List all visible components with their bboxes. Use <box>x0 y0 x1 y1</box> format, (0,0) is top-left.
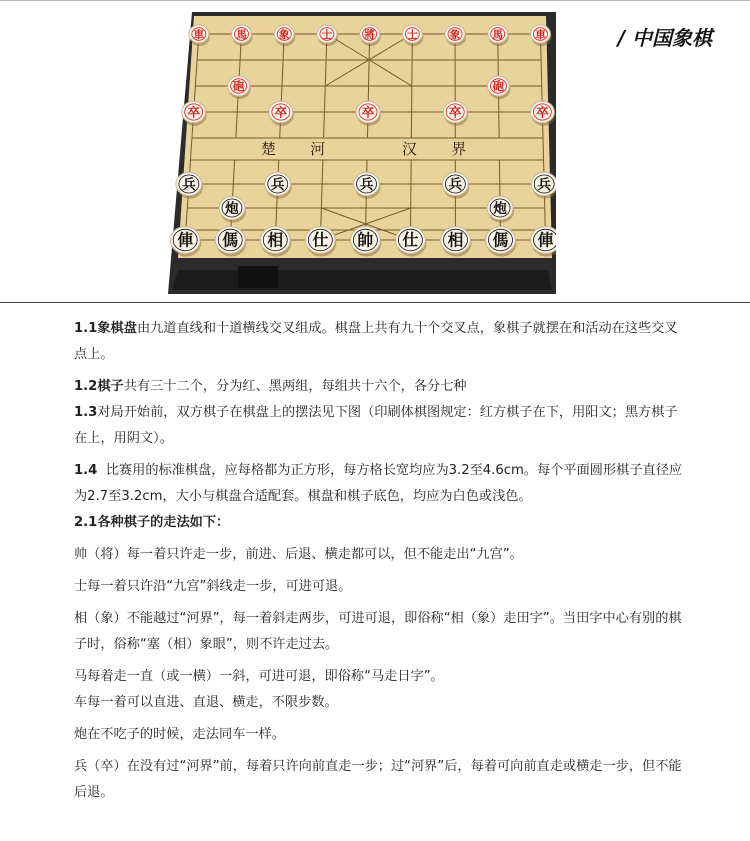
rule-1-1: 1.1象棋盘由九道直线和十道横线交叉组成。棋盘上共有九十个交叉点，象棋子就摆在和活动在这些交叉点上。 <box>74 321 678 362</box>
svg-text:象: 象 <box>278 28 290 41</box>
svg-text:象: 象 <box>449 28 461 41</box>
rule-1-2: 1.2棋子共有三十二个，分为红、黑两组，每组共十六个，各分七种 <box>74 379 467 394</box>
svg-text:兵: 兵 <box>537 176 551 193</box>
svg-text:卒: 卒 <box>361 104 375 120</box>
svg-text:卒: 卒 <box>448 104 462 120</box>
rule-cannon: 炮在不吃子的时候，走法同车一样。 <box>74 727 285 742</box>
svg-text:炮: 炮 <box>493 200 507 217</box>
svg-text:兵: 兵 <box>448 176 463 193</box>
svg-text:馬: 馬 <box>492 28 503 41</box>
page-title: / 中国象棋 <box>617 26 712 50</box>
svg-text:士: 士 <box>321 28 333 41</box>
svg-text:卒: 卒 <box>187 104 200 120</box>
svg-text:車: 車 <box>535 28 546 41</box>
river-char: 河 <box>310 140 326 158</box>
svg-text:兵: 兵 <box>182 176 196 193</box>
river-char: 汉 <box>401 140 417 158</box>
svg-text:車: 車 <box>193 28 205 41</box>
svg-text:傌: 傌 <box>492 230 509 250</box>
board-box-front <box>172 270 552 290</box>
rule-horse: 马每着走一直（或一横）一斜，可进可退，即俗称“马走日字”。 <box>74 669 444 684</box>
top-divider <box>0 0 750 1</box>
rule-pawn: 兵（卒）在没有过“河界”前，每着只许向前直走一步；过“河界”后，每着可向前直走或横走一步，但不能后退。 <box>74 759 682 800</box>
svg-text:砲: 砲 <box>232 79 245 94</box>
rule-1-3: 1.3对局开始前，双方棋子在棋盘上的摆法见下图（印刷体棋图规定：红方棋子在下，用阳文；黑方棋子在上，用阴文）。 <box>74 405 678 446</box>
rule-2-1-title: 2.1各种棋子的走法如下： <box>74 515 230 530</box>
svg-text:馬: 馬 <box>236 28 247 41</box>
rule-elephant: 相（象）不能越过“河界”，每一着斜走两步，可进可退，即俗称“相（象）走田字”。当田字中心有别的棋子时，俗称“塞（相）象眼”，则不许走过去。 <box>74 611 682 652</box>
svg-text:俥: 俥 <box>177 230 194 250</box>
svg-text:兵: 兵 <box>270 176 285 193</box>
svg-text:卒: 卒 <box>274 104 288 120</box>
rule-king: 帅（将）每一着只许走一步，前进、后退、横走都可以，但不能走出“九宫”。 <box>74 547 523 562</box>
svg-text:兵: 兵 <box>359 176 374 193</box>
rules-text <box>74 316 686 806</box>
river-char: 楚 <box>260 140 276 158</box>
chess-board-photo <box>168 8 556 294</box>
drawer-slot <box>238 266 278 288</box>
svg-text:相: 相 <box>447 230 464 250</box>
rule-advisor: 士每一着只许沿“九宫”斜线走一步，可进可退。 <box>74 579 352 594</box>
svg-text:仕: 仕 <box>312 230 329 250</box>
svg-text:士: 士 <box>407 28 418 41</box>
svg-text:將: 將 <box>364 28 375 41</box>
svg-text:砲: 砲 <box>492 79 505 94</box>
svg-text:傌: 傌 <box>222 230 239 250</box>
svg-text:相: 相 <box>267 230 284 250</box>
svg-text:俥: 俥 <box>537 230 554 250</box>
section-divider <box>0 302 750 303</box>
rule-chariot: 车每一着可以直进、直退、横走，不限步数。 <box>74 695 338 710</box>
rule-1-4: 1.4 比赛用的标准棋盘，应每格都为正方形，每方格长宽均应为3.2至4.6cm。每个平面圆形棋子直径应为2.7至3.2cm，大小与棋盘合适配套。棋盘和棋子底色，均应为白色或浅色。 <box>74 463 683 504</box>
svg-text:仕: 仕 <box>402 230 419 250</box>
svg-text:炮: 炮 <box>225 200 239 217</box>
svg-text:卒: 卒 <box>536 104 549 120</box>
svg-text:帥: 帥 <box>357 230 374 250</box>
river-char: 界 <box>451 140 467 158</box>
